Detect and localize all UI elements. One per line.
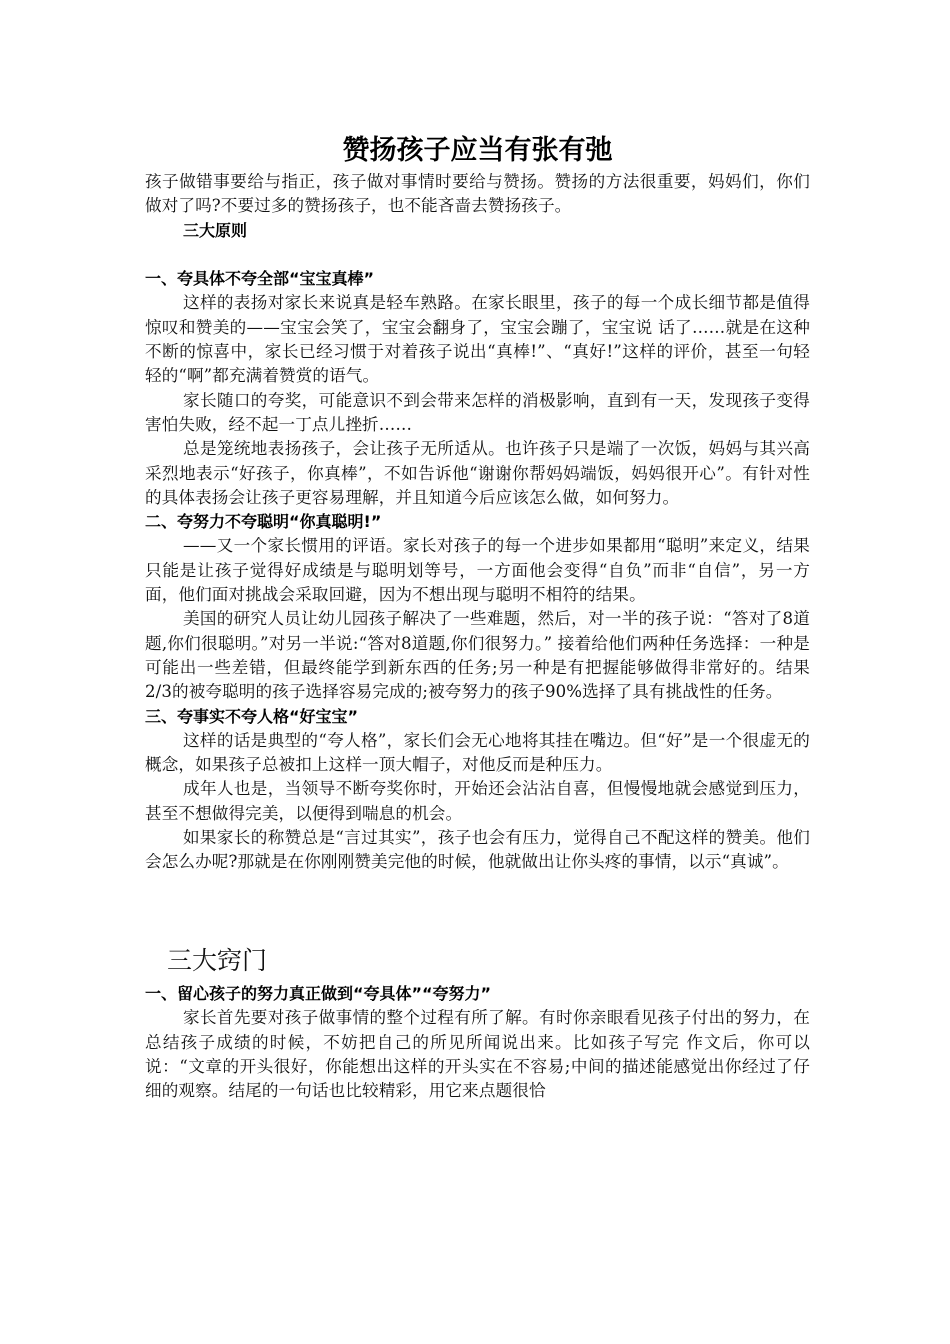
section1-paragraph: 家长随口的夸奖，可能意识不到会带来怎样的消极影响，直到有一天，发现孩子变得害怕失败，经不起一丁点儿挫折…… (145, 390, 810, 434)
document-title: 赞扬孩子应当有张有弛 (342, 135, 613, 166)
section2-paragraph: 美国的研究人员让幼儿园孩子解决了一些难题，然后，对一半的孩子说：“答对了8道题,你们很聪明。”对另一半说:“答对8道题,你们很努力。” 接着给他们两种任务选择：一种是可能出一些差错，但最终能学到新东西的任务;另一种是有把握能够做得非常好的。结果2/3的被夸聪明的孩子选择容易完成的;被夸努力的孩子90%选择了具有挑战性的任务。 (145, 609, 810, 702)
section3-paragraph: 如果家长的称赞总是“言过其实”，孩子也会有压力，觉得自己不配这样的赞美。他们会怎么办呢?那就是在你刚刚赞美完他的时候，他就做出让你头疼的事情，以示“真诚”。 (145, 828, 810, 872)
tip1-paragraph: 家长首先要对孩子做事情的整个过程有所了解。有时你亲眼看见孩子付出的努力，在总结孩子成绩的时候，不妨把自己的所见所闻说出来。比如孩子写完 作文后，你可以说：“文章的开头很好，你能想出这样的开头实在不容易;中间的描述能感觉出你经过了仔细的观察。结尾的一句话也比较精彩，用它来点题很恰 (145, 1008, 810, 1101)
section1-paragraph: 这样的表扬对家长来说真是轻车熟路。在家长眼里，孩子的每一个成长细节都是值得惊叹和赞美的——宝宝会笑了，宝宝会翻身了，宝宝会蹦了，宝宝说 话了……就是在这种不断的惊喜中，家长已经习惯于对着孩子说出“真棒!”、“真好!”这样的评价，甚至一句轻轻的“啊”都充满着赞赏的语气。 (145, 293, 810, 386)
section3-paragraph: 成年人也是，当领导不断夸奖你时，开始还会沾沾自喜，但慢慢地就会感觉到压力，甚至不想做得完美，以便得到喘息的机会。 (145, 779, 810, 823)
section3-heading: 三、夸事实不夸人格“好宝宝” (145, 706, 359, 726)
intro-paragraph: 孩子做错事要给与指正，孩子做对事情时要给与赞扬。赞扬的方法很重要，妈妈们，你们做对了吗?不要过多的赞扬孩子，也不能吝啬去赞扬孩子。 (145, 172, 810, 216)
blank-space (145, 875, 810, 919)
section1-heading: 一、夸具体不夸全部“宝宝真棒” (145, 269, 375, 289)
section2-paragraph: ——又一个家长惯用的评语。家长对孩子的每一个进步如果都用“聪明”来定义，结果只能是让孩子觉得好成绩是与聪明划等号，一方面他会变得“自负”而非“自信”，另一方面，他们面对挑战会采取回避，因为不想出现与聪明不相符的结果。 (145, 536, 810, 605)
principles-heading: 三大原则 (183, 220, 248, 240)
blank-line (145, 243, 810, 267)
tip1-heading: 一、留心孩子的努力真正做到“夸具体”“夸努力” (145, 983, 492, 1003)
section2-heading: 二、夸努力不夸聪明“你真聪明!” (145, 512, 382, 532)
section1-paragraph: 总是笼统地表扬孩子，会让孩子无所适从。也许孩子只是端了一次饭，妈妈与其兴高采烈地表示“好孩子，你真棒”，不如告诉他“谢谢你帮妈妈端饭，妈妈很开心”。有针对性的具体表扬会让孩子更容易理解，并且知道今后应该怎么做，如何努力。 (145, 439, 810, 507)
document-body (145, 132, 810, 1103)
tips-heading: 三大窍门 (167, 945, 268, 975)
section3-paragraph: 这样的话是典型的“夸人格”，家长们会无心地将其挂在嘴边。但“好”是一个很虚无的概念，如果孩子总被扣上这样一顶大帽子，对他反而是种压力。 (145, 730, 810, 775)
blank-line (145, 919, 810, 943)
